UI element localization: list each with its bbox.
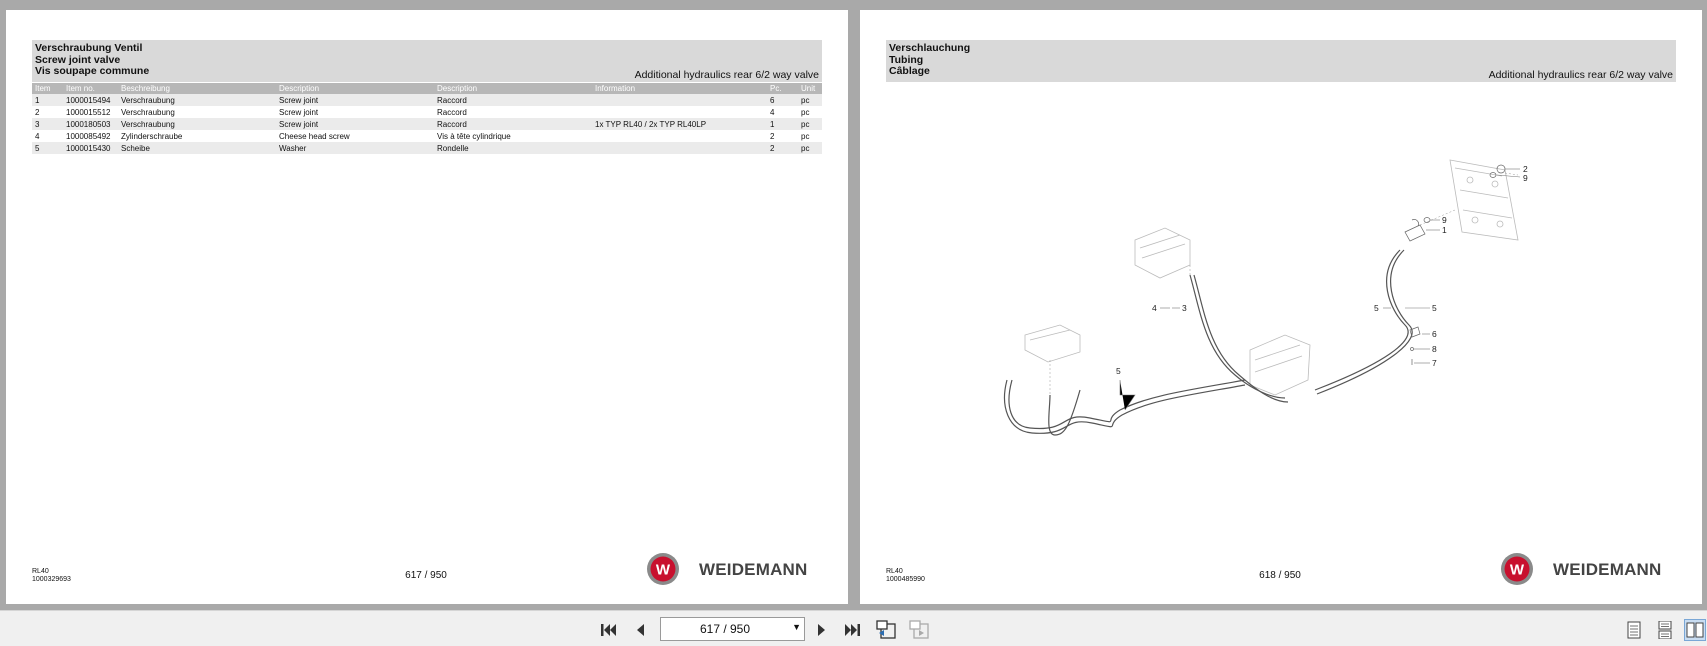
prev-page-icon — [633, 622, 647, 638]
table-row — [32, 94, 822, 106]
central-valve — [1250, 335, 1310, 395]
two-page-view-button[interactable] — [1684, 619, 1706, 641]
callout-3: 3 — [1182, 303, 1187, 313]
viewer-toolbar — [0, 610, 1707, 646]
back-view-icon — [875, 620, 897, 640]
fitting-1 — [1405, 225, 1425, 241]
document-page-right — [860, 10, 1702, 604]
first-page-button[interactable] — [597, 619, 619, 641]
title-en: Screw joint valve — [35, 53, 121, 66]
title-en: Tubing — [889, 53, 924, 66]
footer-model — [32, 568, 71, 584]
callout-1: 1 — [1442, 225, 1447, 235]
table-cell: 1000015430 — [63, 142, 118, 154]
table-cell: Raccord — [434, 118, 592, 130]
table-cell — [592, 94, 767, 106]
mounting-plate — [1450, 160, 1518, 240]
model-name: RL40 — [32, 568, 49, 575]
table-cell: Verschraubung — [121, 107, 175, 117]
table-cell — [592, 106, 767, 118]
table-cell: Raccord — [434, 94, 592, 106]
first-page-icon — [599, 622, 617, 638]
page-header — [886, 40, 1676, 82]
table-cell: 1 — [32, 94, 63, 106]
callout-2: 2 — [1523, 164, 1528, 174]
continuous-page-icon — [1657, 621, 1673, 639]
table-cell: Raccord — [437, 107, 467, 117]
table-cell: 2 — [767, 142, 798, 154]
column-header: Beschreibung — [118, 83, 276, 94]
table-cell: 2 — [770, 131, 775, 141]
table-cell: Verschraubung — [118, 118, 276, 130]
table-cell — [592, 130, 767, 142]
forward-view-icon — [908, 620, 930, 640]
table-cell: 3 — [32, 118, 63, 130]
document-number: 1000329693 — [32, 576, 71, 583]
callout-6: 6 — [1432, 329, 1437, 339]
valve-block-upper — [1135, 228, 1190, 278]
table-cell: pc — [801, 131, 810, 141]
callout-9: 9 — [1442, 215, 1447, 225]
column-header: Description — [276, 83, 434, 94]
logo-letter: W — [655, 561, 671, 579]
column-header: Item — [32, 83, 63, 94]
callout-7: 7 — [1432, 358, 1437, 368]
previous-page-button[interactable] — [629, 619, 651, 641]
table-cell — [592, 142, 767, 154]
table-cell: pc — [798, 94, 822, 106]
column-header: Item no. — [63, 83, 118, 94]
part-8 — [1411, 348, 1414, 351]
title-fr: Vis soupape commune — [35, 65, 150, 77]
parts-table — [32, 83, 822, 154]
table-cell: 1000180503 — [63, 118, 118, 130]
table-cell: Zylinderschraube — [121, 131, 183, 141]
title-fr: Câblage — [889, 65, 930, 77]
logo-letter: W — [1509, 561, 1525, 579]
valve-block-lower — [1025, 325, 1080, 362]
table-cell: 4 — [770, 107, 775, 117]
chevron-down-icon[interactable]: ▼ — [792, 622, 801, 632]
hydraulic-hose-drawing — [950, 140, 1610, 490]
page-number: 617 / 950 — [405, 570, 447, 581]
table-row — [32, 142, 822, 154]
callout-8: 8 — [1432, 344, 1437, 354]
callout-9: 9 — [1523, 173, 1528, 183]
footer-model — [886, 568, 925, 584]
table-cell: pc — [798, 118, 822, 130]
document-number: 1000485990 — [886, 576, 925, 583]
continuous-page-view-button[interactable] — [1654, 619, 1676, 641]
table-cell: 1000015512 — [66, 107, 111, 117]
table-cell: pc — [798, 142, 822, 154]
title-de: Verschraubung Ventil — [35, 42, 143, 54]
hose-right — [1315, 250, 1408, 390]
table-cell: Verschraubung — [118, 94, 276, 106]
page-number-value: 617 / 950 — [699, 622, 751, 636]
column-header: Unit — [798, 83, 822, 94]
table-cell: 6 — [767, 94, 798, 106]
two-page-icon — [1686, 621, 1704, 639]
table-cell: pc — [801, 107, 810, 117]
last-page-button[interactable] — [842, 619, 864, 641]
title-de: Verschlauchung — [889, 42, 971, 54]
column-header: Description — [434, 83, 592, 94]
table-cell: 2 — [35, 107, 40, 117]
table-cell: Rondelle — [434, 142, 592, 154]
callout-4: 4 — [1152, 303, 1157, 313]
callout-5: 5 — [1432, 303, 1437, 313]
back-view-button[interactable] — [875, 619, 897, 641]
column-header: Pc. — [767, 83, 798, 94]
weidemann-logo-icon — [646, 552, 680, 586]
callout-5: 5 — [1374, 303, 1379, 313]
table-cell: Screw joint — [279, 107, 319, 117]
next-page-button[interactable] — [811, 619, 833, 641]
brand-name: WEIDEMANN — [1553, 560, 1662, 579]
table-cell: Screw joint — [276, 94, 434, 106]
model-name: RL40 — [886, 568, 903, 575]
weidemann-logo-icon — [1500, 552, 1534, 586]
single-page-view-button[interactable] — [1623, 619, 1645, 641]
table-cell: Vis à tête cylindrique — [437, 131, 511, 141]
last-page-icon — [844, 622, 862, 638]
table-row — [32, 106, 822, 118]
hose-upper — [1190, 275, 1285, 398]
table-header-row — [32, 83, 822, 94]
table-cell: 1x TYP RL40 / 2x TYP RL40LP — [592, 118, 767, 130]
page-header — [32, 40, 822, 82]
table-cell: Screw joint — [276, 118, 434, 130]
next-page-icon — [815, 622, 829, 638]
forward-view-button[interactable] — [908, 619, 930, 641]
table-row — [32, 118, 822, 130]
single-page-icon — [1626, 621, 1642, 639]
header-subtitle: Additional hydraulics rear 6/2 way valve — [1488, 69, 1673, 81]
table-cell: 1000085492 — [66, 131, 111, 141]
table-cell: 1 — [767, 118, 798, 130]
column-header: Information — [592, 83, 767, 94]
page-number: 618 / 950 — [1259, 570, 1301, 581]
table-cell: Cheese head screw — [279, 131, 350, 141]
table-cell: 1000015494 — [63, 94, 118, 106]
table-cell: 5 — [32, 142, 63, 154]
header-subtitle: Additional hydraulics rear 6/2 way valve — [634, 69, 819, 81]
page-number-input[interactable] — [660, 617, 805, 641]
washer-9-mid — [1424, 218, 1430, 223]
callout-5: 5 — [1116, 366, 1121, 376]
brand-name: WEIDEMANN — [699, 560, 808, 579]
table-cell: Scheibe — [118, 142, 276, 154]
document-page-left — [6, 10, 848, 604]
table-cell: Washer — [276, 142, 434, 154]
table-row — [32, 130, 822, 142]
table-cell: 4 — [35, 131, 40, 141]
